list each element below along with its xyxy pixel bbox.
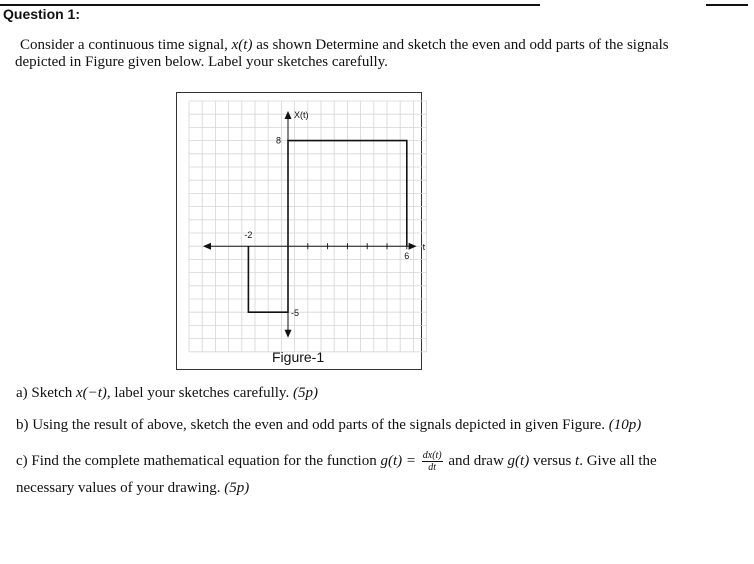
part-c-pre: c) Find the complete mathematical equation for the function bbox=[16, 452, 381, 469]
intro-line-1 bbox=[15, 37, 735, 54]
derivative-fraction bbox=[422, 450, 443, 473]
part-c-line-1 bbox=[16, 450, 746, 473]
intro-line-2: depicted in Figure given below. Label your sketches carefully. bbox=[15, 54, 388, 70]
y-axis-label: X(t) bbox=[294, 110, 309, 120]
plot-grid bbox=[189, 101, 427, 352]
part-c-mid: and draw bbox=[444, 452, 508, 469]
part-a-math: x(−t) bbox=[75, 385, 107, 401]
label-y-8: 8 bbox=[275, 135, 281, 146]
top-rule-right bbox=[706, 4, 748, 6]
question-heading: Question 1: bbox=[3, 6, 81, 22]
part-c-var: t bbox=[575, 452, 580, 469]
x-axis-arrow-left bbox=[203, 243, 211, 250]
part-c bbox=[16, 450, 746, 497]
signal-plot bbox=[177, 93, 426, 371]
part-c-func: g(t) = bbox=[380, 452, 420, 469]
fraction-numerator: dx(t) bbox=[422, 450, 442, 461]
x-axis-arrow-right bbox=[409, 243, 417, 250]
label-x-neg2: -2 bbox=[244, 230, 253, 241]
part-a-post: , label your sketches carefully. bbox=[106, 385, 293, 401]
intro-signal-math: x(t) bbox=[231, 37, 253, 53]
label-y-neg5: -5 bbox=[291, 308, 300, 319]
part-a-points: (5p) bbox=[292, 385, 318, 401]
y-axis-arrow-down bbox=[285, 330, 292, 338]
intro-line1-pre: Consider a continuous time signal, bbox=[20, 37, 232, 53]
part-c-post: . Give all the bbox=[579, 452, 657, 469]
part-a-pre: a) Sketch bbox=[16, 385, 76, 401]
figure-caption: Figure-1 bbox=[272, 349, 325, 365]
part-c-line-2 bbox=[16, 479, 746, 497]
part-c-func2: g(t) bbox=[507, 452, 530, 469]
intro-line1-post: as shown Determine and sketch the even and odd parts of the signals bbox=[252, 37, 669, 53]
part-b-text: b) Using the result of above, sketch the even and odd parts of the signals depicted in given Figure. bbox=[16, 417, 609, 433]
y-axis-arrow-up bbox=[285, 111, 292, 119]
part-c-mid2: versus bbox=[529, 452, 576, 469]
part-b-points: (10p) bbox=[608, 417, 642, 433]
part-b bbox=[16, 416, 746, 434]
part-a bbox=[16, 384, 746, 402]
label-x-6: 6 bbox=[404, 251, 410, 262]
part-c-points: (5p) bbox=[224, 480, 250, 496]
part-c-line2-text: necessary values of your drawing. bbox=[16, 480, 225, 496]
fraction-denominator: dt bbox=[428, 462, 437, 473]
plot-axes bbox=[203, 111, 417, 338]
signal-waveform bbox=[248, 141, 406, 313]
figure-box bbox=[176, 92, 426, 370]
intro-paragraph bbox=[15, 37, 735, 71]
x-axis-label: t bbox=[422, 242, 426, 253]
top-rule-left bbox=[0, 4, 540, 6]
